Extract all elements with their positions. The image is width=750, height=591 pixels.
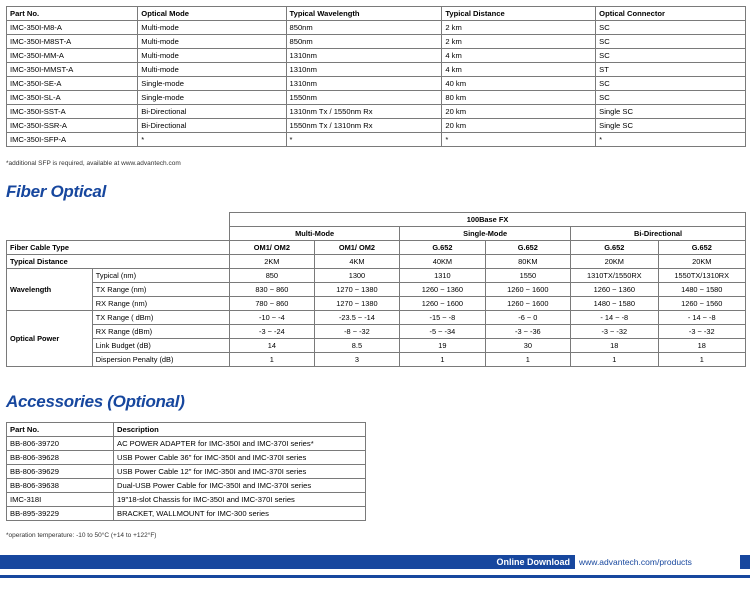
- cell-part-no: BB-806-39629: [7, 465, 114, 479]
- cell-value: 1260 ~ 1360: [400, 283, 485, 297]
- cell-value: 19: [400, 339, 485, 353]
- cell-optical-mode: Single-mode: [138, 91, 286, 105]
- table-row: [7, 507, 366, 521]
- cell-value: 14: [230, 339, 315, 353]
- accessories-table: [6, 422, 366, 521]
- cell-typical-distance: 20 km: [442, 105, 596, 119]
- group-header-bi-directional: Bi-Directional: [571, 227, 746, 241]
- cell-typical-distance: 80 km: [442, 91, 596, 105]
- cell-value: 1480 ~ 1580: [658, 283, 745, 297]
- table-row: [7, 21, 746, 35]
- footer-url-link[interactable]: www.advantech.com/products: [575, 555, 740, 569]
- row-label-tx-range-dbm: TX Range ( dBm): [92, 311, 229, 325]
- ordering-information-table: [6, 6, 746, 147]
- cell-typical-distance: 20 km: [442, 119, 596, 133]
- table-row-typical-distance: [7, 255, 746, 269]
- cell-optical-connector: *: [596, 133, 746, 147]
- table-row: [7, 119, 746, 133]
- column-header-optical-connector: Optical Connector: [596, 7, 746, 21]
- cell-typical-wavelength: 1550nm Tx / 1310nm Rx: [286, 119, 442, 133]
- cell-description: Dual-USB Power Cable for IMC-350I and IMC-370I series: [114, 479, 366, 493]
- cell-value: 1: [658, 353, 745, 367]
- cell-value: -3 ~ -24: [230, 325, 315, 339]
- table-row-cable-type: [7, 241, 746, 255]
- cell-value: 830 ~ 860: [230, 283, 315, 297]
- cell-optical-connector: SC: [596, 35, 746, 49]
- cell-description: USB Power Cable 36" for IMC-350I and IMC-370I series: [114, 451, 366, 465]
- group-header-100base-fx: 100Base FX: [230, 213, 746, 227]
- cell-part-no: IMC-350I-SSR-A: [7, 119, 138, 133]
- table-row: [7, 465, 366, 479]
- cell-typical-distance: 4 km: [442, 63, 596, 77]
- cell-typical-distance: *: [442, 133, 596, 147]
- cell-typical-distance: 4KM: [314, 255, 399, 269]
- cell-part-no: IMC-350I-M8-A: [7, 21, 138, 35]
- cell-cable-type: OM1/ OM2: [230, 241, 315, 255]
- cell-typical-distance: 80KM: [485, 255, 570, 269]
- cell-value: 18: [658, 339, 745, 353]
- table-row-groups: [7, 227, 746, 241]
- cell-value: -5 ~ -34: [400, 325, 485, 339]
- cell-typical-distance: 2 km: [442, 35, 596, 49]
- cell-cable-type: G.652: [571, 241, 658, 255]
- table-row: [7, 91, 746, 105]
- cell-value: 1260 ~ 1360: [571, 283, 658, 297]
- fiber-optical-table: [6, 212, 746, 367]
- table-row: [7, 479, 366, 493]
- spacer-cell: [7, 227, 93, 241]
- cell-value: 30: [485, 339, 570, 353]
- column-header-part-no: Part No.: [7, 423, 114, 437]
- table-row: [7, 493, 366, 507]
- cell-optical-mode: Multi-mode: [138, 21, 286, 35]
- table-row: [7, 339, 746, 353]
- row-label-link-budget: Link Budget (dB): [92, 339, 229, 353]
- cell-value: 1: [230, 353, 315, 367]
- cell-value: 1310: [400, 269, 485, 283]
- cell-value: -3 ~ -36: [485, 325, 570, 339]
- accessories-footnote: *operation temperature: -10 to 50°C (+14 to +122°F): [6, 532, 157, 539]
- cell-value: -3 ~ -32: [658, 325, 745, 339]
- online-download-label: Online Download: [496, 557, 570, 567]
- table-row: [7, 451, 366, 465]
- cell-typical-distance: 2KM: [230, 255, 315, 269]
- cell-part-no: IMC-350I-SL-A: [7, 91, 138, 105]
- cell-value: 1: [400, 353, 485, 367]
- table-row: [7, 325, 746, 339]
- ordering-footnote: *additional SFP is required, available at www.advantech.com: [6, 160, 181, 167]
- cell-value: -23.5 ~ -14: [314, 311, 399, 325]
- cell-value: 1270 ~ 1380: [314, 283, 399, 297]
- cell-value: 780 ~ 860: [230, 297, 315, 311]
- cell-typical-distance: 2 km: [442, 21, 596, 35]
- row-label-rx-range-dbm: RX Range (dBm): [92, 325, 229, 339]
- cell-typical-distance: 40KM: [400, 255, 485, 269]
- table-row: [7, 283, 746, 297]
- cell-optical-connector: SC: [596, 77, 746, 91]
- table-row: [7, 353, 746, 367]
- row-label-dispersion-penalty: Dispersion Penalty (dB): [92, 353, 229, 367]
- cell-value: 1480 ~ 1580: [571, 297, 658, 311]
- cell-optical-mode: Multi-mode: [138, 35, 286, 49]
- cell-typical-wavelength: 1310nm Tx / 1550nm Rx: [286, 105, 442, 119]
- column-header-typical-wavelength: Typical Wavelength: [286, 7, 442, 21]
- cell-typical-distance: 4 km: [442, 49, 596, 63]
- row-label-tx-range-nm: TX Range (nm): [92, 283, 229, 297]
- cell-cable-type: G.652: [485, 241, 570, 255]
- cell-optical-mode: Bi-Directional: [138, 119, 286, 133]
- cell-typical-wavelength: 1310nm: [286, 63, 442, 77]
- table-row: [7, 297, 746, 311]
- table-row: [7, 77, 746, 91]
- table-row: [7, 437, 366, 451]
- cell-typical-wavelength: 850nm: [286, 21, 442, 35]
- cell-value: 1550TX/1310RX: [658, 269, 745, 283]
- cell-value: 8.5: [314, 339, 399, 353]
- cell-part-no: IMC-350I-SE-A: [7, 77, 138, 91]
- cell-part-no: IMC-350I-MM-A: [7, 49, 138, 63]
- group-header-single-mode: Single-Mode: [400, 227, 571, 241]
- cell-value: - 14 ~ -8: [571, 311, 658, 325]
- table-row-group-title: [7, 213, 746, 227]
- column-header-description: Description: [114, 423, 366, 437]
- cell-value: 1310TX/1550RX: [571, 269, 658, 283]
- cell-value: 1260 ~ 1560: [658, 297, 745, 311]
- table-row: [7, 311, 746, 325]
- cell-optical-connector: Single SC: [596, 119, 746, 133]
- row-label-fiber-cable-type: Fiber Cable Type: [7, 241, 230, 255]
- cell-part-no: BB-806-39638: [7, 479, 114, 493]
- cell-typical-wavelength: 1550nm: [286, 91, 442, 105]
- cell-typical-distance: 40 km: [442, 77, 596, 91]
- section-title-fiber-optical: Fiber Optical: [6, 182, 107, 201]
- cell-value: 3: [314, 353, 399, 367]
- cell-description: 19"18-slot Chassis for IMC-350I and IMC-370I series: [114, 493, 366, 507]
- cell-description: BRACKET, WALLMOUNT for IMC-300 series: [114, 507, 366, 521]
- row-label-rx-range-nm: RX Range (nm): [92, 297, 229, 311]
- cell-optical-mode: Multi-mode: [138, 49, 286, 63]
- cell-value: 850: [230, 269, 315, 283]
- table-row: [7, 105, 746, 119]
- cell-part-no: IMC-350I-MMST-A: [7, 63, 138, 77]
- spacer-cell: [92, 213, 229, 227]
- cell-cable-type: G.652: [400, 241, 485, 255]
- cell-description: AC POWER ADAPTER for IMC-350I and IMC-370I series*: [114, 437, 366, 451]
- cell-typical-wavelength: 850nm: [286, 35, 442, 49]
- cell-value: -6 ~ 0: [485, 311, 570, 325]
- cell-value: 1260 ~ 1600: [485, 283, 570, 297]
- cell-part-no: BB-806-39628: [7, 451, 114, 465]
- section-title-accessories: Accessories (Optional): [6, 392, 185, 411]
- column-header-typical-distance: Typical Distance: [442, 7, 596, 21]
- cell-optical-connector: Single SC: [596, 105, 746, 119]
- cell-value: -3 ~ -32: [571, 325, 658, 339]
- cell-cable-type: OM1/ OM2: [314, 241, 399, 255]
- cell-typical-distance: 20KM: [658, 255, 745, 269]
- cell-optical-mode: Bi-Directional: [138, 105, 286, 119]
- cell-optical-mode: *: [138, 133, 286, 147]
- column-header-part-no: Part No.: [7, 7, 138, 21]
- table-row: [7, 49, 746, 63]
- cell-optical-connector: ST: [596, 63, 746, 77]
- row-label-typical-nm: Typical (nm): [92, 269, 229, 283]
- cell-optical-connector: SC: [596, 49, 746, 63]
- cell-description: USB Power Cable 12" for IMC-350I and IMC-370I series: [114, 465, 366, 479]
- spacer-cell: [7, 213, 93, 227]
- cell-value: 1260 ~ 1600: [400, 297, 485, 311]
- table-row: [7, 63, 746, 77]
- row-group-label-optical-power: Optical Power: [7, 311, 93, 367]
- cell-optical-connector: SC: [596, 91, 746, 105]
- cell-typical-wavelength: 1310nm: [286, 77, 442, 91]
- cell-value: 1550: [485, 269, 570, 283]
- table-header-row: [7, 7, 746, 21]
- cell-part-no: BB-806-39720: [7, 437, 114, 451]
- cell-typical-wavelength: *: [286, 133, 442, 147]
- footer-accent-line: [0, 575, 750, 578]
- spacer-cell: [92, 227, 229, 241]
- cell-optical-mode: Single-mode: [138, 77, 286, 91]
- row-label-typical-distance: Typical Distance: [7, 255, 230, 269]
- cell-value: 1: [485, 353, 570, 367]
- table-header-row: [7, 423, 366, 437]
- table-row: [7, 269, 746, 283]
- cell-part-no: IMC-350I-M8ST-A: [7, 35, 138, 49]
- cell-typical-distance: 20KM: [571, 255, 658, 269]
- cell-part-no: IMC-350I-SST-A: [7, 105, 138, 119]
- cell-value: - 14 ~ -8: [658, 311, 745, 325]
- cell-part-no: IMC-318I: [7, 493, 114, 507]
- cell-value: -8 ~ -32: [314, 325, 399, 339]
- cell-part-no: BB-895-39229: [7, 507, 114, 521]
- group-header-multi-mode: Multi-Mode: [230, 227, 400, 241]
- column-header-optical-mode: Optical Mode: [138, 7, 286, 21]
- cell-optical-connector: SC: [596, 21, 746, 35]
- cell-part-no: IMC-350I-SFP-A: [7, 133, 138, 147]
- cell-value: 1260 ~ 1600: [485, 297, 570, 311]
- cell-value: 1300: [314, 269, 399, 283]
- cell-value: 18: [571, 339, 658, 353]
- cell-value: -10 ~ -4: [230, 311, 315, 325]
- cell-cable-type: G.652: [658, 241, 745, 255]
- cell-typical-wavelength: 1310nm: [286, 49, 442, 63]
- cell-optical-mode: Multi-mode: [138, 63, 286, 77]
- cell-value: 1270 ~ 1380: [314, 297, 399, 311]
- table-row: [7, 133, 746, 147]
- table-row: [7, 35, 746, 49]
- cell-value: 1: [571, 353, 658, 367]
- row-group-label-wavelength: Wavelength: [7, 269, 93, 311]
- cell-value: -15 ~ -8: [400, 311, 485, 325]
